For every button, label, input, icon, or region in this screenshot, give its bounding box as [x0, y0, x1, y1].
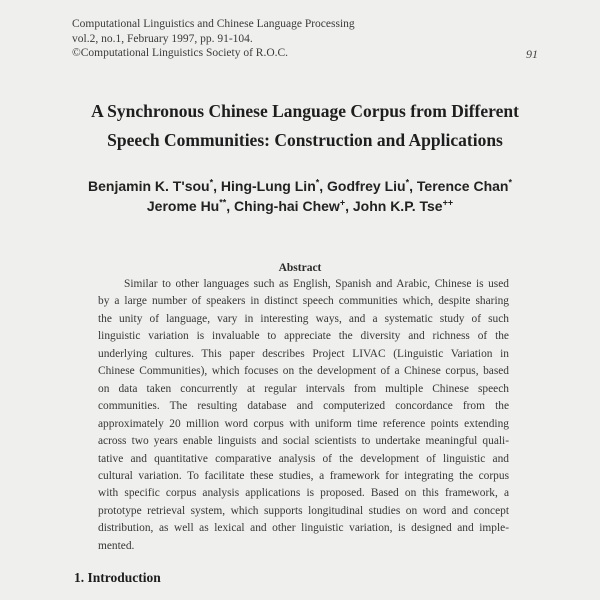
author-line-1	[20, 176, 580, 196]
author-line-2	[20, 196, 580, 216]
author-name: Hing-Lung Lin	[220, 178, 316, 194]
abstract-line: prototype retrieval system, which supports longitudinal studies on word and concept	[98, 504, 509, 517]
author-separator: ,	[345, 198, 353, 214]
author-list	[20, 176, 580, 216]
author-name: Ching-hai Chew	[234, 198, 340, 214]
paper-title	[30, 97, 580, 155]
abstract-line: linguistic variation is invaluable to appreciate the diversity and richness of the	[98, 330, 509, 343]
author-affiliation-mark: *	[209, 177, 214, 188]
abstract-line: communities. The resulting database and computerized concordance from the	[98, 400, 509, 413]
abstract-line: on data taken concurrently at regular intervals from multiple Chinese speech	[98, 382, 509, 395]
author	[327, 178, 417, 194]
author-affiliation-mark: *	[508, 177, 512, 188]
abstract-line: Chinese Communities), which focuses on the development of a Chinese corpus, based	[98, 365, 509, 378]
author-separator: ,	[213, 178, 221, 194]
page-number: 91	[526, 47, 538, 61]
author	[234, 198, 353, 214]
author	[353, 198, 453, 214]
abstract-line: with specific corpus analysis applications is proposed. Based on this framework, a	[98, 487, 509, 500]
author-name: John K.P. Tse	[352, 198, 443, 214]
author	[147, 198, 234, 214]
title-line-2: Speech Communities: Construction and Applications	[107, 130, 503, 150]
abstract-line: underlying cultures. This paper describes Project LIVAC (Linguistic Variation in	[98, 347, 509, 360]
abstract-line: the unity of language, vary in interesting ways, and a systematic study of such	[98, 312, 509, 325]
journal-name: Computational Linguistics and Chinese Language Processing	[72, 18, 355, 30]
author-affiliation-mark: *	[315, 177, 320, 188]
author-name: Benjamin K. T'sou	[88, 178, 210, 194]
author-name: Terence Chan	[416, 178, 509, 194]
title-line-1: A Synchronous Chinese Language Corpus from Different	[91, 101, 519, 121]
abstract-line: Similar to other languages such as English, Spanish and Arabic, Chinese is used	[124, 278, 509, 290]
journal-header	[72, 17, 355, 61]
abstract-line: across two years enable linguists and social scientists to undertake meaningful quali-	[98, 435, 509, 448]
abstract-line: distribution, as well as lexical and other linguistic variation, is designed and imple-	[98, 522, 509, 535]
abstract-heading: Abstract	[278, 262, 322, 274]
author-affiliation-mark: **	[219, 197, 227, 208]
author-affiliation-mark: +	[339, 197, 346, 208]
author	[88, 178, 221, 194]
author-separator: ,	[319, 178, 328, 194]
author	[221, 178, 327, 194]
author-separator: ,	[226, 198, 235, 214]
abstract-line: mented.	[98, 539, 135, 552]
abstract-body	[98, 276, 509, 555]
abstract-line: tative and quantitative comparative analysis of the development of linguistic and	[98, 452, 509, 465]
author-name: Jerome Hu	[146, 198, 220, 214]
abstract-line: by a large number of speakers in distinct speech communities which, despite sharing	[98, 295, 509, 308]
abstract-line: cultural variation. To facilitate these studies, a framework for integrating the corpus	[98, 469, 509, 482]
abstract-line: approximately 20 million word corpus with uniform time reference points extending	[98, 417, 509, 430]
journal-copyright: ©Computational Linguistics Society of R.O.C.	[72, 47, 289, 59]
author-separator: ,	[409, 178, 417, 194]
author-affiliation-mark: ++	[442, 197, 454, 208]
journal-volume: vol.2, no.1, February 1997, pp. 91-104.	[72, 32, 253, 45]
section-heading-introduction: 1. Introduction	[74, 570, 161, 585]
author	[417, 178, 512, 194]
author-name: Godfrey Liu	[327, 178, 406, 194]
author-affiliation-mark: *	[405, 177, 410, 188]
